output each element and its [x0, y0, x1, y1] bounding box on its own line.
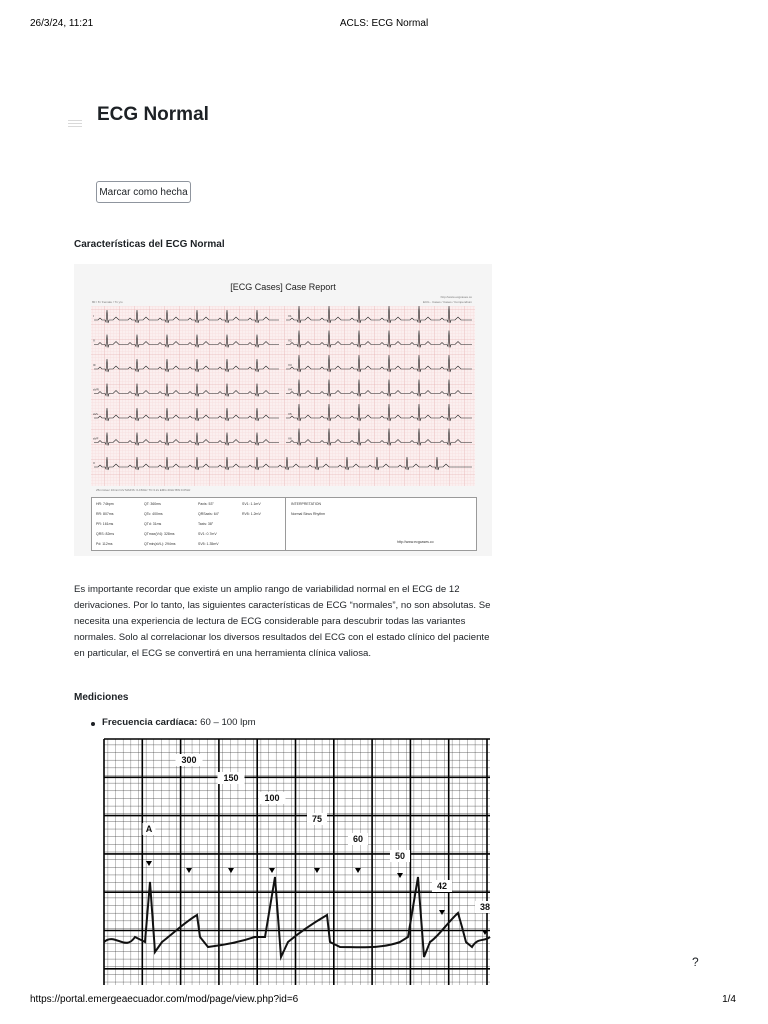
ecg-measurement-cell: QTmax(V4): 328ms [144, 532, 175, 536]
rate-marker-label: 38 [479, 902, 491, 912]
ecg-measurement-cell: RR: 807ms [96, 512, 114, 516]
interpretation-label: INTERPRETATION [291, 502, 322, 506]
ecg-lead-label: aVF [93, 436, 99, 441]
ecg-lead-label: V6 [288, 436, 292, 441]
ecg-measurement-cell: PR: 161ms [96, 522, 114, 526]
help-icon[interactable]: ? [692, 955, 699, 969]
heart-rate-label: Frecuencia cardíaca: [102, 717, 198, 728]
ecg-measurement-cell: Pd: 112ms [96, 542, 113, 546]
ecg-measurement-cell: Paxis: 53° [198, 502, 214, 506]
ecg-lead-label: II [93, 461, 95, 465]
ecg-measurement-cell: QRS: 82ms [96, 532, 115, 536]
ecg-rhythm-caption: 25mm/sec 10mm/mV MAINS: 0-150Hz TC:3.2s EMG:40Hz BW:0.05Hz [96, 488, 191, 492]
ecg-measurement-cell: SV5: 1.35mV [198, 542, 219, 546]
ecg-measurement-table [91, 497, 477, 551]
print-page-count: 1/4 [722, 994, 736, 1005]
ecg-12-lead-trace [74, 264, 492, 494]
ecg-measurement-cell: QTd: 31ms [144, 522, 162, 526]
rate-marker-label: 100 [264, 793, 280, 803]
heart-rate-value: 60 – 100 lpm [197, 717, 256, 728]
ecg-lead-label: V2 [288, 338, 292, 343]
section-heading-measurements: Mediciones [74, 692, 129, 703]
interpretation-text: Normal Sinus Rhythm [291, 512, 326, 516]
ecg-lead-label: I [93, 314, 94, 318]
page-activity-icon [68, 120, 82, 130]
ecg-site-tagline: ECG - Cases / Cases / Compendium [422, 300, 472, 304]
section-heading-characteristics: Características del ECG Normal [74, 239, 225, 250]
mark-as-done-button[interactable]: Marcar como hecha [96, 181, 191, 203]
ecg-measurement-cell: QTmin(aVL): 294ms [144, 542, 176, 546]
rate-marker-label: 300 [181, 755, 197, 765]
rate-marker-label: 60 [352, 834, 364, 844]
ecg-measurement-cell: SV1: 0.7mV [198, 532, 217, 536]
print-doc-title: ACLS: ECG Normal [339, 18, 429, 29]
rate-marker-label: A [145, 824, 153, 834]
ecg-measurement-cell: RV5: 1.2mV [242, 512, 261, 516]
ecg-site-url: http://www.ecgcases.co [440, 295, 472, 299]
ecg-lead-label: V4 [288, 387, 292, 392]
ecg-measurement-cell: QTc: 400ms [144, 512, 163, 516]
ecg-measurement-cell: Taxis: 38° [198, 522, 214, 526]
heart-rate-chart [100, 737, 492, 987]
rate-marker-label: 42 [436, 881, 448, 891]
ecg-measurement-cell: SV1: 1.1mV [242, 502, 261, 506]
rate-marker-label: 150 [223, 773, 239, 783]
measurements-list [74, 717, 256, 728]
ecg-measurement-cell: QT: 360ms [144, 502, 161, 506]
page-title: ECG Normal [97, 104, 209, 125]
print-url: https://portal.emergeaecuador.com/mod/page/view.php?id=6 [30, 994, 299, 1005]
ecg-patient-info: 80 / 8 / Female / 71 y/o [92, 300, 123, 304]
list-item [74, 717, 256, 728]
ecg-report-title: [ECG Cases] Case Report [230, 282, 336, 292]
ecg-case-report-image [74, 264, 492, 556]
rate-marker-label: 75 [311, 814, 323, 824]
ecg-lead-label: II [93, 338, 95, 343]
ecg-lead-label: V1 [288, 314, 292, 318]
ecg-lead-label: V3 [288, 363, 292, 367]
ecg-lead-label: aVL [93, 412, 99, 416]
ecg-lead-label: III [93, 363, 96, 367]
rate-marker-label: 50 [394, 851, 406, 861]
ecg-measurement-cell: HR: 74bpm [96, 502, 114, 506]
ecg-lead-label: V5 [288, 412, 292, 416]
bullet-icon [91, 722, 95, 726]
ecg-measurement-cell: QRSaxis: 64° [198, 512, 220, 516]
intro-paragraph: Es importante recordar que existe un amplio rango de variabilidad normal en el ECG de 12 derivaciones. Por lo tanto, las siguientes características de ECG “normales”, no son absolutas. Se necesita una experiencia de lectura de ECG considerable para descubrir todas las variantes normales. Solo al correlacionar los diversos resultados del ECG con el estado clínico del paciente en particular, el ECG se convertirá en una herramienta clínica valiosa. [74, 584, 491, 659]
print-datetime: 26/3/24, 11:21 [30, 18, 94, 29]
ecg-footer-url: http://www.ecgcases.co [397, 540, 434, 544]
ecg-lead-label: aVR [93, 387, 99, 392]
